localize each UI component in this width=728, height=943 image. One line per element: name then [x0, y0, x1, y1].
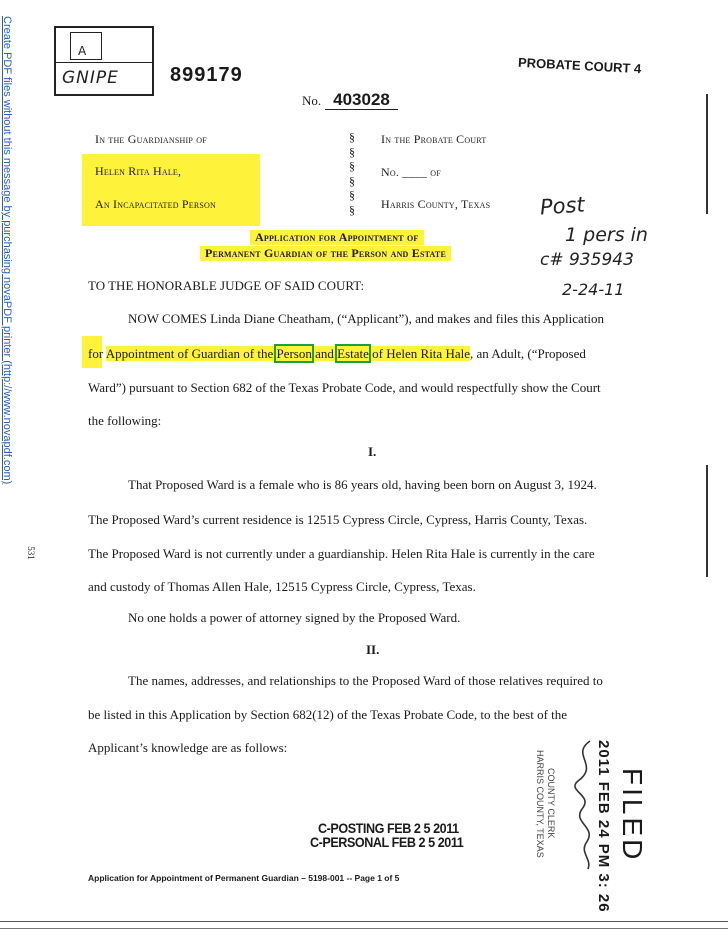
section-1-para-4: and custody of Thomas Allen Hale, 12515 Cypress Circle, Cypress, Texas.: [88, 579, 476, 594]
intro-text: and: [311, 346, 338, 361]
caption-left-2: Helen Rita Hale,: [82, 154, 260, 192]
application-title-line2: Permanent Guardian of the Person and Estate: [200, 246, 451, 261]
caption-right-2: No. ____ of: [381, 165, 441, 179]
scan-edge-bottom-2: [0, 928, 728, 929]
section-symbol: §: [349, 188, 355, 202]
filed-clerk-line2: HARRIS COUNTY, TEXAS: [535, 750, 545, 858]
section-2-para-1: The names, addresses, and relationships to the Proposed Ward of those relatives required to: [128, 673, 603, 688]
case-number-value: 403028: [325, 90, 398, 110]
scan-edge-right-lower: [706, 465, 708, 577]
section-1-para-5: No one holds a power of attorney signed by the Proposed Ward.: [128, 610, 461, 625]
intro-text: for: [88, 346, 106, 361]
intro-line-4: the following:: [88, 413, 162, 428]
stamp-box-name: GNIPE: [62, 68, 119, 88]
person-term: Person: [276, 346, 312, 361]
stamp-box-letter: A: [78, 44, 87, 58]
highlighted-text: [106, 346, 470, 361]
intro-text: of Helen Rita Hale: [368, 346, 470, 361]
section-2-para-2: be listed in this Application by Section 682(12) of the Texas Probate Code, to the best of the: [88, 707, 568, 722]
intro-line-2: [88, 346, 648, 362]
section-1-para-2: The Proposed Ward’s current residence is 12515 Cypress Circle, Cypress, Harris County, Texas.: [88, 512, 588, 527]
section-symbol: §: [349, 130, 355, 144]
sidebar-watermark[interactable]: [0, 18, 15, 608]
handwritten-note-3: c# 935943: [540, 250, 634, 270]
stamp-divider: [56, 62, 152, 63]
intro-line-1: NOW COMES Linda Diane Cheatham, (“Applicant”), and makes and files this Application: [128, 311, 604, 326]
section-symbol: §: [349, 202, 355, 217]
intro-line-3: Ward”) pursuant to Section 682 of the Texas Probate Code, and would respectfully show the Court: [88, 380, 601, 395]
filed-stamp: FILED: [617, 768, 648, 863]
section-symbol: §: [349, 144, 355, 159]
margin-mark: 531: [25, 546, 36, 560]
personal-stamp: C-PERSONAL FEB 2 5 2011: [310, 834, 464, 850]
scan-edge-bottom: [0, 921, 728, 922]
scan-edge-right: [706, 94, 708, 214]
posting-stamp: C-POSTING FEB 2 5 2011: [318, 820, 459, 836]
caption-right-1: In the Probate Court: [381, 132, 487, 146]
intro-text: Appointment of Guardian of the: [105, 346, 277, 361]
case-number-label: No.: [302, 93, 322, 108]
section-symbols: [349, 130, 355, 217]
salutation: TO THE HONORABLE JUDGE OF SAID COURT:: [88, 278, 365, 293]
caption-right-3: Harris County, Texas: [381, 197, 491, 211]
stamp-number: 899179: [170, 64, 243, 86]
intro-text: , an Adult, (“Proposed: [469, 346, 586, 361]
caption-left-1: In the Guardianship of: [95, 132, 207, 146]
application-title-line1: Application for Appointment of: [250, 230, 424, 245]
caption-left-3: An Incapacitated Person: [82, 192, 260, 226]
section-1-heading: I.: [368, 444, 377, 459]
case-number: [302, 90, 398, 110]
section-1-para-3: The Proposed Ward is not currently under a guardianship. Helen Rita Hale is currently in the care: [88, 546, 595, 561]
section-symbol: §: [349, 159, 355, 173]
probate-court-stamp: PROBATE COURT 4: [517, 54, 642, 77]
section-1-para-1: That Proposed Ward is a female who is 86 years old, having been born on August 3, 1924.: [128, 477, 597, 492]
page-footer: Application for Appointment of Permanent Guardian – 5198-001 -- Page 1 of 5: [88, 873, 400, 883]
clerk-signature: [560, 735, 610, 875]
estate-term: Estate: [337, 346, 369, 361]
handwritten-note-1: Post: [539, 192, 586, 220]
section-symbol: §: [349, 173, 355, 188]
section-2-heading: II.: [366, 642, 380, 657]
sidebar-watermark-text[interactable]: Create PDF files without this message by purchasing novaPDF printer (http://www.novapdf.com): [1, 16, 13, 485]
handwritten-note-2: 1 pers in: [565, 224, 648, 246]
clerk-stamp-box: [54, 26, 154, 96]
filed-clerk-line1: COUNTY CLERK: [546, 768, 556, 839]
handwritten-note-4: 2-24-11: [562, 280, 625, 299]
filed-date: 2011 FEB 24 PM 3: 26: [595, 740, 612, 913]
section-2-para-3: Applicant’s knowledge are as follows:: [88, 740, 288, 755]
